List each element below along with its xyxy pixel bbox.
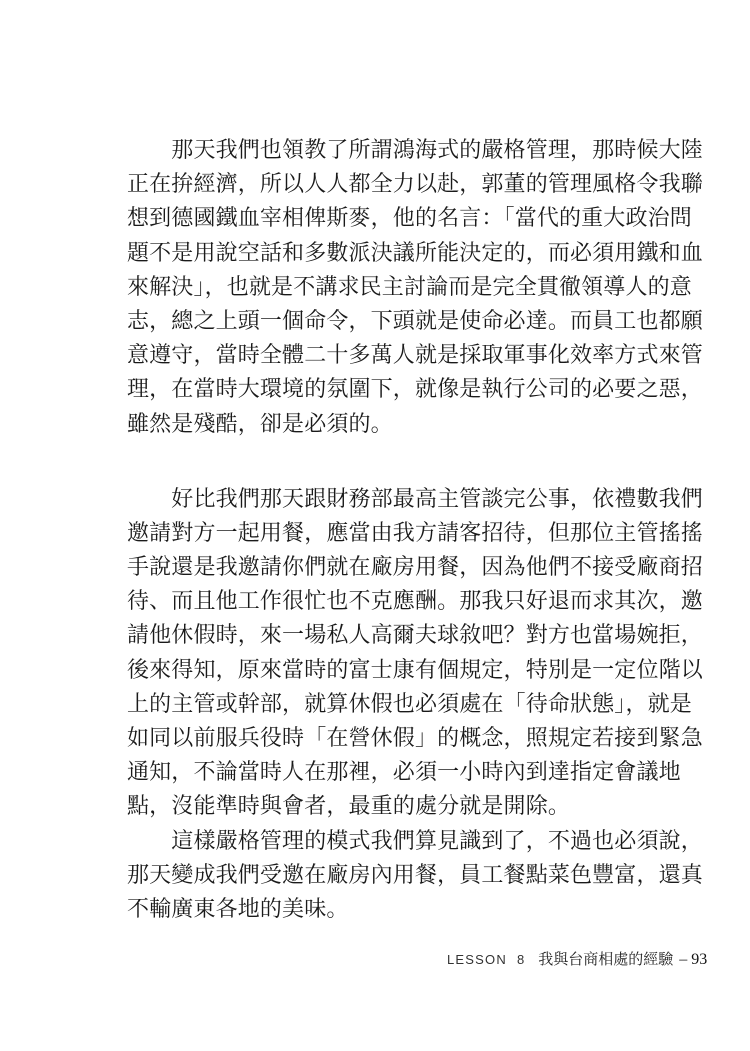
paragraph-3 (127, 825, 703, 928)
text-line: 手說還是我邀請你們就在廠房用餐，因為他們不接受廠商招 (127, 555, 703, 581)
text-line: 理，在當時大環境的氛圍下，就像是執行公司的必要之惡， (127, 377, 703, 403)
text-line: 請他休假時，來一場私人高爾夫球敘吧？對方也當場婉拒， (127, 623, 703, 649)
page-number: 93 (691, 951, 708, 968)
text-line: 不輸廣東各地的美味。 (127, 896, 349, 922)
text-line: 志，總之上頭一個命令，下頭就是使命必達。而員工也都願 (127, 308, 703, 334)
text-line: 好比我們那天跟財務部最高主管談完公事，依禮數我們 (127, 486, 703, 512)
lesson-number: 8 (516, 952, 525, 967)
text-line: 來解決」，也就是不講求民主討論而是完全貫徹領導人的意 (127, 274, 692, 300)
text-line: 這樣嚴格管理的模式我們算見識到了，不過也必須說， (127, 828, 703, 854)
lesson-label: LESSON (447, 952, 507, 967)
text-line: 意遵守，當時全體二十多萬人就是採取軍事化效率方式來管 (127, 343, 703, 369)
paragraph-spacer (127, 442, 667, 483)
text-line: 邀請對方一起用餐，應當由我方請客招待，但那位主管搖搖 (127, 520, 703, 546)
text-line: 上的主管或幹部，就算休假也必須處在「待命狀態」，就是 (127, 691, 692, 717)
footer-dash: – (679, 951, 688, 968)
chapter-title: 我與台商相處的經驗 (538, 950, 674, 968)
text-line: 題不是用說空話和多數派決議所能決定的，而必須用鐵和血 (127, 240, 703, 266)
running-footer (447, 949, 707, 969)
text-line: 通知，不論當時人在那裡，必須一小時內到達指定會議地 (127, 760, 681, 786)
text-line: 雖然是殘酷，卻是必須的。 (127, 411, 393, 437)
paragraph-2 (127, 483, 703, 825)
text-line: 正在拚經濟，所以人人都全力以赴，郭董的管理風格令我聯 (127, 172, 703, 198)
text-line: 想到德國鐵血宰相俾斯麥，他的名言：「當代的重大政治問 (127, 206, 692, 232)
text-line: 後來得知，原來當時的富士康有個規定，特別是一定位階以 (127, 657, 703, 683)
paragraph-1 (127, 134, 703, 442)
text-line: 那天我們也領教了所謂鴻海式的嚴格管理，那時候大陸 (127, 138, 703, 163)
text-line: 如同以前服兵役時「在營休假」的概念，照規定若接到緊急 (127, 726, 703, 751)
text-line: 待、而且他工作很忙也不克應酬。那我只好退而求其次，邀 (127, 589, 703, 615)
body-text (127, 134, 703, 927)
text-line: 那天變成我們受邀在廠房內用餐，員工餐點菜色豐富，還真 (127, 862, 703, 888)
text-line: 點，沒能準時與會者，最重的處分就是開除。 (127, 794, 571, 820)
